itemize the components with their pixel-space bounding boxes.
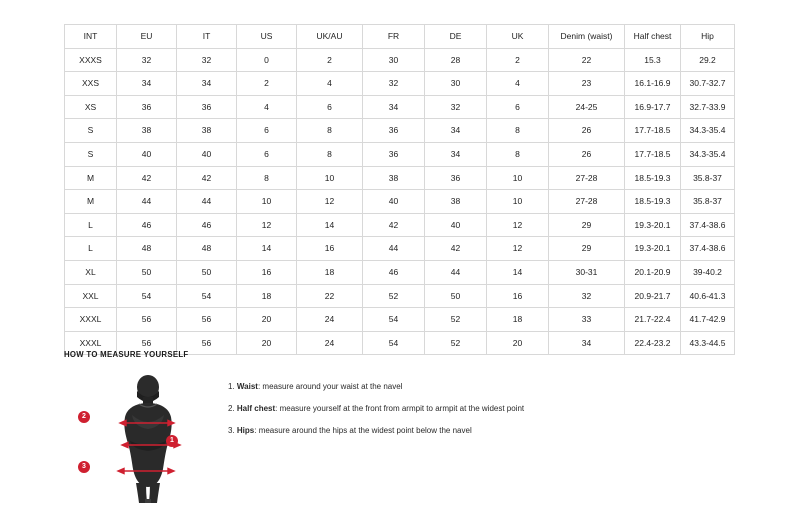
cell: 44 — [117, 190, 177, 214]
measure-note-1-number: 1. — [228, 382, 235, 391]
mannequin-illustration — [102, 375, 194, 505]
column-header: UK — [487, 25, 549, 49]
cell: 2 — [297, 48, 363, 72]
measure-note-2-text: : measure yourself at the front from armpit to armpit at the widest point — [275, 403, 525, 413]
cell: 20 — [237, 331, 297, 355]
cell: 8 — [297, 119, 363, 143]
cell: 30.7-32.7 — [681, 72, 735, 96]
cell: 54 — [363, 331, 425, 355]
measure-badge-1: 1 — [166, 435, 178, 447]
table-body — [65, 48, 735, 355]
mannequin-figure — [82, 373, 202, 513]
cell: 10 — [297, 166, 363, 190]
cell: 34 — [425, 119, 487, 143]
cell: 30-31 — [549, 260, 625, 284]
cell: 17.7-18.5 — [625, 142, 681, 166]
measure-note-2-term: Half chest — [236, 403, 276, 413]
cell: 22.4-23.2 — [625, 331, 681, 355]
cell: 4 — [297, 72, 363, 96]
table-row — [65, 166, 735, 190]
cell: 12 — [487, 213, 549, 237]
table-row — [65, 48, 735, 72]
cell: 8 — [237, 166, 297, 190]
cell: 34.3-35.4 — [681, 119, 735, 143]
cell: 8 — [487, 119, 549, 143]
cell: 32 — [117, 48, 177, 72]
cell: 56 — [177, 331, 237, 355]
cell: 4 — [237, 95, 297, 119]
column-header: FR — [363, 25, 425, 49]
how-to-measure-title: HOW TO MEASURE YOURSELF — [64, 350, 189, 359]
cell: 18 — [237, 284, 297, 308]
cell: 50 — [425, 284, 487, 308]
measure-note-1-text: : measure around your waist at the navel — [257, 382, 403, 391]
cell: 40 — [117, 142, 177, 166]
column-header: IT — [177, 25, 237, 49]
cell: 30 — [425, 72, 487, 96]
cell: 16.1-16.9 — [625, 72, 681, 96]
cell: 27-28 — [549, 190, 625, 214]
cell: 6 — [487, 95, 549, 119]
cell: 36 — [363, 119, 425, 143]
column-header: US — [237, 25, 297, 49]
cell: XL — [65, 260, 117, 284]
cell: 40 — [363, 190, 425, 214]
cell: 16.9-17.7 — [625, 95, 681, 119]
how-to-measure-section — [64, 350, 744, 513]
table-header-row — [65, 25, 735, 49]
table-row — [65, 260, 735, 284]
cell: XXXL — [65, 331, 117, 355]
cell: 52 — [363, 284, 425, 308]
cell: 32 — [549, 284, 625, 308]
cell: 50 — [177, 260, 237, 284]
column-header: UK/AU — [297, 25, 363, 49]
cell: 56 — [117, 308, 177, 332]
cell: 54 — [177, 284, 237, 308]
cell: L — [65, 237, 117, 261]
cell: 36 — [425, 166, 487, 190]
cell: 12 — [237, 213, 297, 237]
cell: 38 — [363, 166, 425, 190]
cell: 14 — [237, 237, 297, 261]
cell: 44 — [363, 237, 425, 261]
column-header: EU — [117, 25, 177, 49]
cell: 12 — [297, 190, 363, 214]
cell: 43.3-44.5 — [681, 331, 735, 355]
cell: 54 — [117, 284, 177, 308]
cell: 46 — [363, 260, 425, 284]
cell: 30 — [363, 48, 425, 72]
cell: 36 — [177, 95, 237, 119]
cell: 16 — [237, 260, 297, 284]
cell: 52 — [425, 331, 487, 355]
cell: 50 — [117, 260, 177, 284]
cell: 29 — [549, 237, 625, 261]
cell: 26 — [549, 119, 625, 143]
cell: M — [65, 166, 117, 190]
cell: 54 — [363, 308, 425, 332]
cell: 10 — [487, 190, 549, 214]
cell: 6 — [237, 119, 297, 143]
cell: 8 — [487, 142, 549, 166]
measure-note-1-term: Waist — [236, 382, 258, 391]
cell: 40 — [425, 213, 487, 237]
cell: M — [65, 190, 117, 214]
cell: XXS — [65, 72, 117, 96]
measure-note-3 — [228, 427, 524, 436]
cell: 35.8-37 — [681, 190, 735, 214]
cell: 41.7-42.9 — [681, 308, 735, 332]
cell: 42 — [177, 166, 237, 190]
cell: 17.7-18.5 — [625, 119, 681, 143]
cell: 14 — [487, 260, 549, 284]
cell: 38 — [177, 119, 237, 143]
cell: 32 — [177, 48, 237, 72]
size-table-container — [64, 24, 734, 355]
cell: 26 — [549, 142, 625, 166]
column-header: Half chest — [625, 25, 681, 49]
cell: 10 — [487, 166, 549, 190]
cell: 4 — [487, 72, 549, 96]
cell: 34 — [549, 331, 625, 355]
cell: S — [65, 142, 117, 166]
cell: 27-28 — [549, 166, 625, 190]
cell: 37.4-38.6 — [681, 237, 735, 261]
measure-note-3-number: 3. — [228, 425, 235, 435]
measure-note-2-number: 2. — [228, 403, 235, 413]
table-row — [65, 119, 735, 143]
cell: 34 — [363, 95, 425, 119]
cell: 56 — [117, 331, 177, 355]
cell: 32 — [425, 95, 487, 119]
cell: 56 — [177, 308, 237, 332]
cell: 48 — [117, 237, 177, 261]
cell: S — [65, 119, 117, 143]
table-row — [65, 237, 735, 261]
column-header: Hip — [681, 25, 735, 49]
cell: 42 — [363, 213, 425, 237]
cell: 36 — [363, 142, 425, 166]
cell: 18 — [297, 260, 363, 284]
cell: 8 — [297, 142, 363, 166]
cell: 28 — [425, 48, 487, 72]
cell: 33 — [549, 308, 625, 332]
measure-note-3-term: Hips — [236, 425, 255, 435]
cell: 37.4-38.6 — [681, 213, 735, 237]
measure-note-1 — [228, 383, 524, 392]
table-row — [65, 284, 735, 308]
cell: XS — [65, 95, 117, 119]
cell: 38 — [425, 190, 487, 214]
cell: 35.8-37 — [681, 166, 735, 190]
cell: 29.2 — [681, 48, 735, 72]
cell: XXL — [65, 284, 117, 308]
cell: 39-40.2 — [681, 260, 735, 284]
cell: 29 — [549, 213, 625, 237]
table-row — [65, 72, 735, 96]
column-header: INT — [65, 25, 117, 49]
cell: 0 — [237, 48, 297, 72]
cell: 24-25 — [549, 95, 625, 119]
cell: XXXL — [65, 308, 117, 332]
measure-note-3-text: : measure around the hips at the widest point below the navel — [254, 425, 472, 435]
table-row — [65, 308, 735, 332]
measure-badge-3: 3 — [78, 461, 90, 473]
cell: 38 — [117, 119, 177, 143]
cell: 46 — [177, 213, 237, 237]
cell: 2 — [487, 48, 549, 72]
cell: 20.9-21.7 — [625, 284, 681, 308]
cell: 34.3-35.4 — [681, 142, 735, 166]
cell: 42 — [117, 166, 177, 190]
cell: 34 — [177, 72, 237, 96]
measure-note-2 — [228, 405, 524, 414]
cell: 10 — [237, 190, 297, 214]
cell: 34 — [117, 72, 177, 96]
cell: 42 — [425, 237, 487, 261]
column-header: Denim (waist) — [549, 25, 625, 49]
table-row — [65, 142, 735, 166]
cell: 18 — [487, 308, 549, 332]
cell: 19.3-20.1 — [625, 213, 681, 237]
cell: 52 — [425, 308, 487, 332]
cell: 12 — [487, 237, 549, 261]
table-row — [65, 213, 735, 237]
table-row — [65, 190, 735, 214]
size-conversion-table — [64, 24, 735, 355]
how-to-measure-body — [64, 373, 744, 513]
table-row — [65, 95, 735, 119]
cell: 48 — [177, 237, 237, 261]
cell: 15.3 — [625, 48, 681, 72]
cell: 20 — [487, 331, 549, 355]
cell: 34 — [425, 142, 487, 166]
cell: 16 — [487, 284, 549, 308]
cell: 46 — [117, 213, 177, 237]
cell: 23 — [549, 72, 625, 96]
cell: 6 — [297, 95, 363, 119]
cell: 18.5-19.3 — [625, 190, 681, 214]
cell: 19.3-20.1 — [625, 237, 681, 261]
cell: 24 — [297, 308, 363, 332]
cell: 20 — [237, 308, 297, 332]
measure-badge-2: 2 — [78, 411, 90, 423]
cell: 14 — [297, 213, 363, 237]
cell: 24 — [297, 331, 363, 355]
cell: 20.1-20.9 — [625, 260, 681, 284]
cell: 2 — [237, 72, 297, 96]
cell: 40.6-41.3 — [681, 284, 735, 308]
measure-notes — [228, 373, 524, 448]
cell: 21.7-22.4 — [625, 308, 681, 332]
column-header: DE — [425, 25, 487, 49]
cell: 32 — [363, 72, 425, 96]
cell: 36 — [117, 95, 177, 119]
cell: 22 — [297, 284, 363, 308]
cell: 44 — [425, 260, 487, 284]
cell: 16 — [297, 237, 363, 261]
cell: 44 — [177, 190, 237, 214]
cell: 22 — [549, 48, 625, 72]
cell: L — [65, 213, 117, 237]
cell: XXXS — [65, 48, 117, 72]
cell: 18.5-19.3 — [625, 166, 681, 190]
cell: 32.7-33.9 — [681, 95, 735, 119]
cell: 6 — [237, 142, 297, 166]
cell: 40 — [177, 142, 237, 166]
